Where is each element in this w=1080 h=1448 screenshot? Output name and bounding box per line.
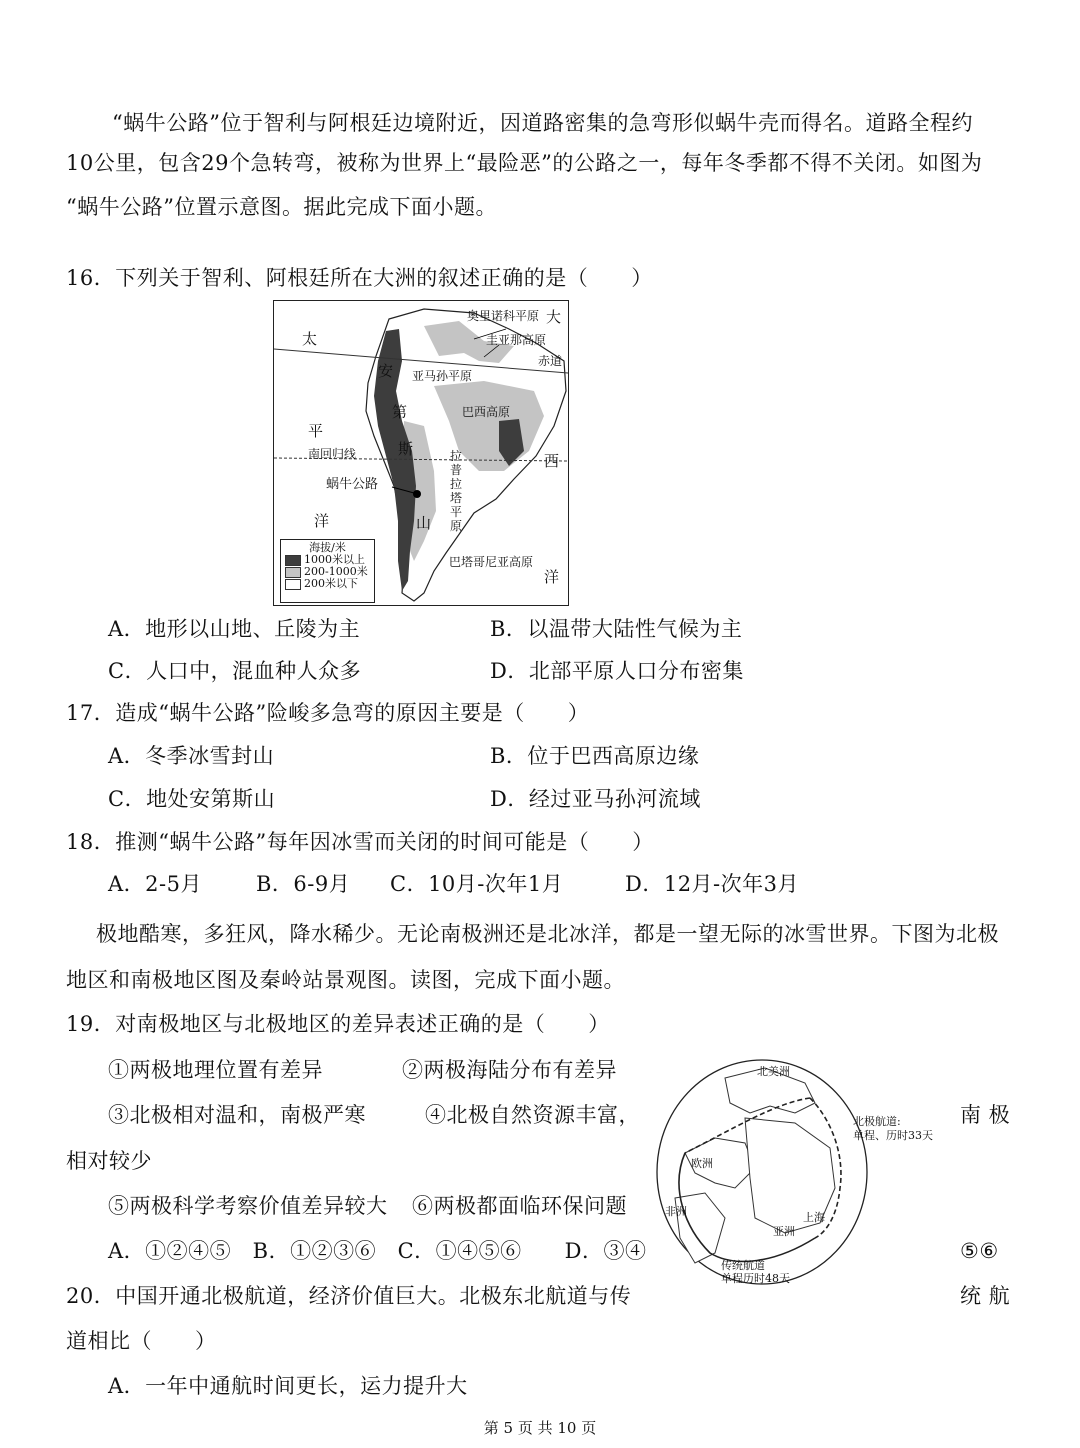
label-laplata-2: 普 — [450, 463, 463, 477]
south-america-map — [273, 300, 569, 606]
q16-stem: 16．下列关于智利、阿根廷所在大洲的叙述正确的是（ ） — [66, 266, 653, 290]
q18-option-c: C．10月-次年1月 — [390, 872, 564, 896]
q16-option-b: B．以温带大陆性气候为主 — [490, 617, 743, 641]
label-orinoco: 奥里诺科平原 — [467, 309, 540, 323]
intro1-line3: “蜗牛公路”位置示意图。据此完成下面小题。 — [66, 195, 497, 219]
q19-option-2: ②两极海陆分布有差异 — [402, 1058, 617, 1082]
q19-option-5: ⑤两极科学考察价值差异较大 — [108, 1194, 388, 1218]
q17-option-d: D．经过亚马孙河流域 — [490, 787, 701, 811]
q19-option-4b: 南 极 — [960, 1103, 1011, 1127]
legend-label-low: 200米以下 — [304, 577, 358, 590]
label-shanghai: 上海 — [803, 1211, 825, 1224]
label-brazil: 巴西高原 — [462, 405, 511, 419]
label-north-america: 北美洲 — [757, 1065, 790, 1078]
q19-stem: 19．对南极地区与北极地区的差异表述正确的是（ ） — [66, 1012, 610, 1036]
label-tropic: 南回归线 — [308, 447, 357, 461]
q19-option-6: ⑥两极都面临环保问题 — [412, 1194, 627, 1218]
intro1-line1: “蜗牛公路”位于智利与阿根廷边境附近，因道路密集的急弯形似蜗牛壳而得名。道路全程约 — [112, 111, 973, 135]
q18-option-a: A．2-5月 — [108, 872, 202, 896]
q19-choices: A．①②④⑤ B．①②③⑥ C．①④⑤⑥ D．③④ — [108, 1239, 647, 1263]
label-andes-4: 山 — [416, 514, 432, 532]
legend-label-high: 1000米以上 — [304, 553, 365, 566]
q16-option-c: C．人口中，混血种人众多 — [108, 659, 362, 683]
label-trad-route-1: 传统航道 — [721, 1259, 765, 1272]
label-asia: 亚洲 — [773, 1225, 795, 1238]
q18-option-d: D．12月-次年3月 — [625, 872, 800, 896]
globe-shape — [655, 1058, 869, 1286]
q19-option-4c: 相对较少 — [66, 1149, 152, 1173]
q17-option-c: C．地处安第斯山 — [108, 787, 276, 811]
q18-option-b: B．6-9月 — [256, 872, 351, 896]
legend-title: 海拔/米 — [309, 541, 346, 554]
q17-stem: 17．造成“蜗牛公路”险峻多急弯的原因主要是（ ） — [66, 701, 590, 725]
label-arctic-route-2: 单程、历时33天 — [853, 1129, 933, 1142]
q16-option-a: A．地形以山地、丘陵为主 — [108, 617, 361, 641]
label-laplata-1: 拉 — [450, 449, 463, 463]
q19-option-3: ③北极相对温和，南极严寒 — [108, 1103, 366, 1127]
legend-label-mid: 200-1000米 — [304, 565, 368, 578]
label-arctic-route-1: 北极航道: — [853, 1115, 901, 1128]
q20-stem-cont: 道相比（ ） — [66, 1329, 217, 1353]
page-footer: 第 5 页 共 10 页 — [483, 1419, 597, 1437]
legend-row-low — [285, 578, 374, 590]
q20-option-a: A．一年中通航时间更长，运力提升大 — [108, 1374, 468, 1398]
label-laplata-5: 平 — [450, 505, 463, 519]
q19-option-4a: ④北极自然资源丰富， — [425, 1103, 640, 1127]
label-laplata-6: 原 — [450, 519, 463, 533]
q18-stem: 18．推测“蜗牛公路”每年因冰雪而关闭的时间可能是（ ） — [66, 830, 654, 854]
label-equator: 赤道 — [538, 354, 563, 368]
label-europe: 欧洲 — [691, 1157, 713, 1170]
label-atlantic-3: 洋 — [544, 568, 560, 586]
label-africa: 非洲 — [665, 1205, 687, 1218]
label-atlantic-2: 西 — [544, 452, 560, 470]
legend-swatch-low — [285, 579, 301, 590]
legend-swatch-mid — [285, 567, 301, 578]
q17-option-a: A．冬季冰雪封山 — [108, 744, 275, 768]
legend-swatch-high — [285, 555, 301, 566]
label-andes-3: 斯 — [398, 440, 414, 458]
label-trad-route-2: 单程历时48天 — [721, 1272, 790, 1285]
q20-stem: 20．中国开通北极航道，经济价值巨大。北极东北航道与传 — [66, 1284, 632, 1308]
label-andes-1: 安 — [378, 362, 394, 380]
q19-choices-tail: ⑤⑥ — [960, 1239, 999, 1263]
label-patagonia: 巴塔哥尼亚高原 — [449, 555, 534, 569]
q17-option-b: B．位于巴西高原边缘 — [490, 744, 700, 768]
q16-option-d: D．北部平原人口分布密集 — [490, 659, 744, 683]
intro2-line1: 极地酷寒，多狂风，降水稀少。无论南极洲还是北冰洋，都是一望无际的冰雪世界。下图为北极 — [96, 922, 999, 946]
label-pacific-3: 洋 — [314, 512, 330, 530]
label-atlantic-1: 大 — [546, 308, 562, 326]
label-laplata-3: 拉 — [450, 477, 463, 491]
q20-stem-tail: 统 航 — [960, 1284, 1011, 1308]
elevation-legend — [280, 539, 375, 603]
label-guiana: 圭亚那高原 — [486, 333, 547, 347]
label-laplata-4: 塔 — [450, 491, 463, 505]
q19-option-1: ①两极地理位置有差异 — [108, 1058, 323, 1082]
label-snail-road: 蜗牛公路 — [326, 477, 379, 492]
label-andes-2: 第 — [392, 403, 408, 421]
arctic-route-globe — [655, 1058, 933, 1286]
label-pacific-2: 平 — [308, 422, 324, 440]
label-pacific-1: 太 — [302, 330, 318, 348]
intro1-line2: 10公里，包含29个急转弯，被称为世界上“最险恶”的公路之一，每年冬季都不得不关闭。如图为 — [66, 151, 983, 175]
label-amazon: 亚马孙平原 — [412, 369, 473, 383]
intro2-line2: 地区和南极地区图及秦岭站景观图。读图，完成下面小题。 — [66, 968, 625, 992]
